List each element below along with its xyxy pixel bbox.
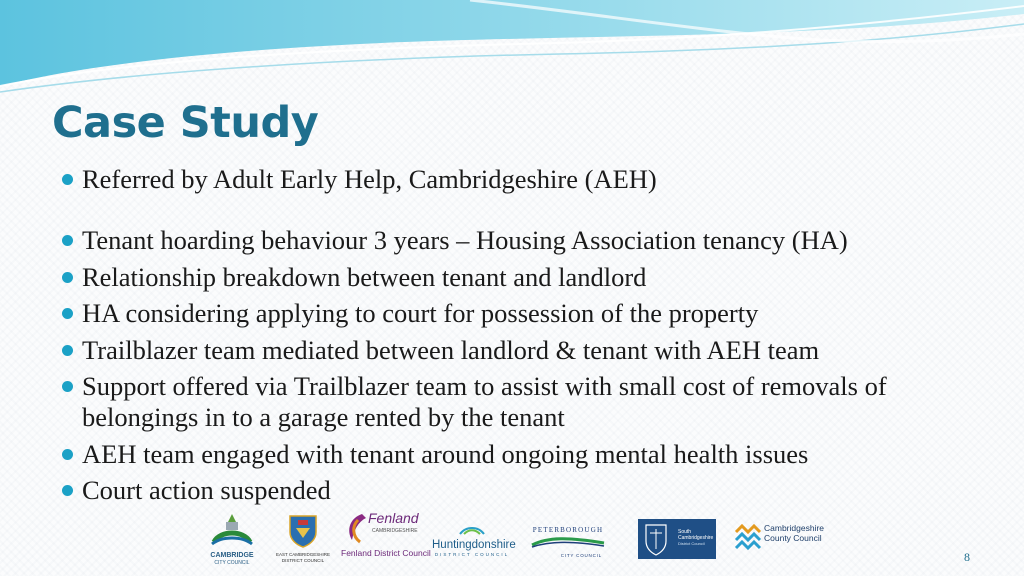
bullet-item [62, 298, 962, 329]
fenland-logo [340, 510, 431, 564]
bullet-dot-icon [62, 449, 73, 460]
east-cambs-line1: EAST CAMBRIDGESHIRE [276, 552, 330, 557]
south-cambs-line2: Cambridgeshire [678, 535, 714, 541]
bullet-dot-icon [62, 308, 73, 319]
fenland-swirl-icon [340, 510, 370, 546]
east-cambs-line2: DISTRICT COUNCIL [281, 558, 325, 563]
huntingdonshire-arc-icon [432, 525, 512, 535]
bullet-text: HA considering applying to court for possession of the property [82, 298, 759, 328]
header-swoosh [0, 0, 1024, 100]
bullet-text: Tenant hoarding behaviour 3 years – Housing Association tenancy (HA) [82, 225, 848, 255]
south-cambs-line3: District Council [678, 541, 705, 546]
bullet-text: Court action suspended [82, 475, 331, 505]
bullet-text: Relationship breakdown between tenant and landlord [82, 261, 647, 292]
bullet-item [62, 475, 962, 506]
bullet-item [62, 262, 962, 293]
bullet-text: AEH team engaged with tenant around ongoing mental health issues [82, 438, 809, 469]
bullet-item [62, 164, 962, 195]
east-cambs-logo [276, 514, 330, 566]
bullet-dot-icon [62, 345, 73, 356]
cambridge-city-council-logo [206, 512, 258, 564]
cambridge-emblem-icon [206, 512, 258, 548]
bullet-item [62, 335, 962, 366]
peterborough-sub: CITY COUNCIL [560, 553, 602, 558]
fenland-name: Fenland District Council [341, 548, 431, 558]
bullet-dot-icon [62, 485, 73, 496]
bullet-item [62, 225, 962, 256]
page-number: 8 [964, 550, 970, 564]
peterborough-wave-icon [528, 535, 608, 549]
bullet-dot-icon [62, 235, 73, 246]
fenland-script: Fenland [368, 510, 419, 526]
huntingdonshire-name: Huntingdonshire [432, 539, 516, 551]
south-cambs-crest-icon [638, 519, 674, 559]
cambs-county-line2: County Council [764, 533, 822, 543]
south-cambs-line1: South [678, 529, 692, 535]
peterborough-name: PETERBOROUGH [532, 526, 604, 534]
cambs-county-line1: Cambridgeshire [764, 523, 824, 533]
bullet-list [62, 164, 962, 512]
bullet-dot-icon [62, 174, 73, 185]
partner-logos-strip [0, 510, 1024, 576]
huntingdonshire-sub: DISTRICT COUNCIL [434, 552, 510, 557]
fenland-sub: CAMBRIDGESHIRE [372, 528, 418, 534]
bullet-dot-icon [62, 381, 73, 392]
cambridge-logo-line2: CITY COUNCIL [214, 560, 250, 566]
bullet-text: Support offered via Trailblazer team to assist with small cost of removals of belongings in to a garage rented by the tenant [82, 371, 887, 432]
south-cambs-logo [638, 519, 716, 559]
huntingdonshire-logo [432, 520, 516, 557]
cambs-county-waves-icon [734, 522, 764, 554]
bullet-text: Trailblazer team mediated between landlord & tenant with AEH team [82, 334, 820, 365]
cambs-county-logo [734, 522, 824, 558]
bullet-dot-icon [62, 272, 73, 283]
slide-title: Case Study [52, 98, 319, 148]
bullet-item [62, 439, 962, 470]
bullet-item [62, 371, 962, 433]
cambridge-logo-line1: CAMBRIDGE [210, 552, 254, 559]
peterborough-logo [528, 526, 608, 556]
bullet-text: Referred by Adult Early Help, Cambridgeshire (AEH) [82, 164, 657, 194]
east-cambs-shield-icon [276, 514, 330, 548]
